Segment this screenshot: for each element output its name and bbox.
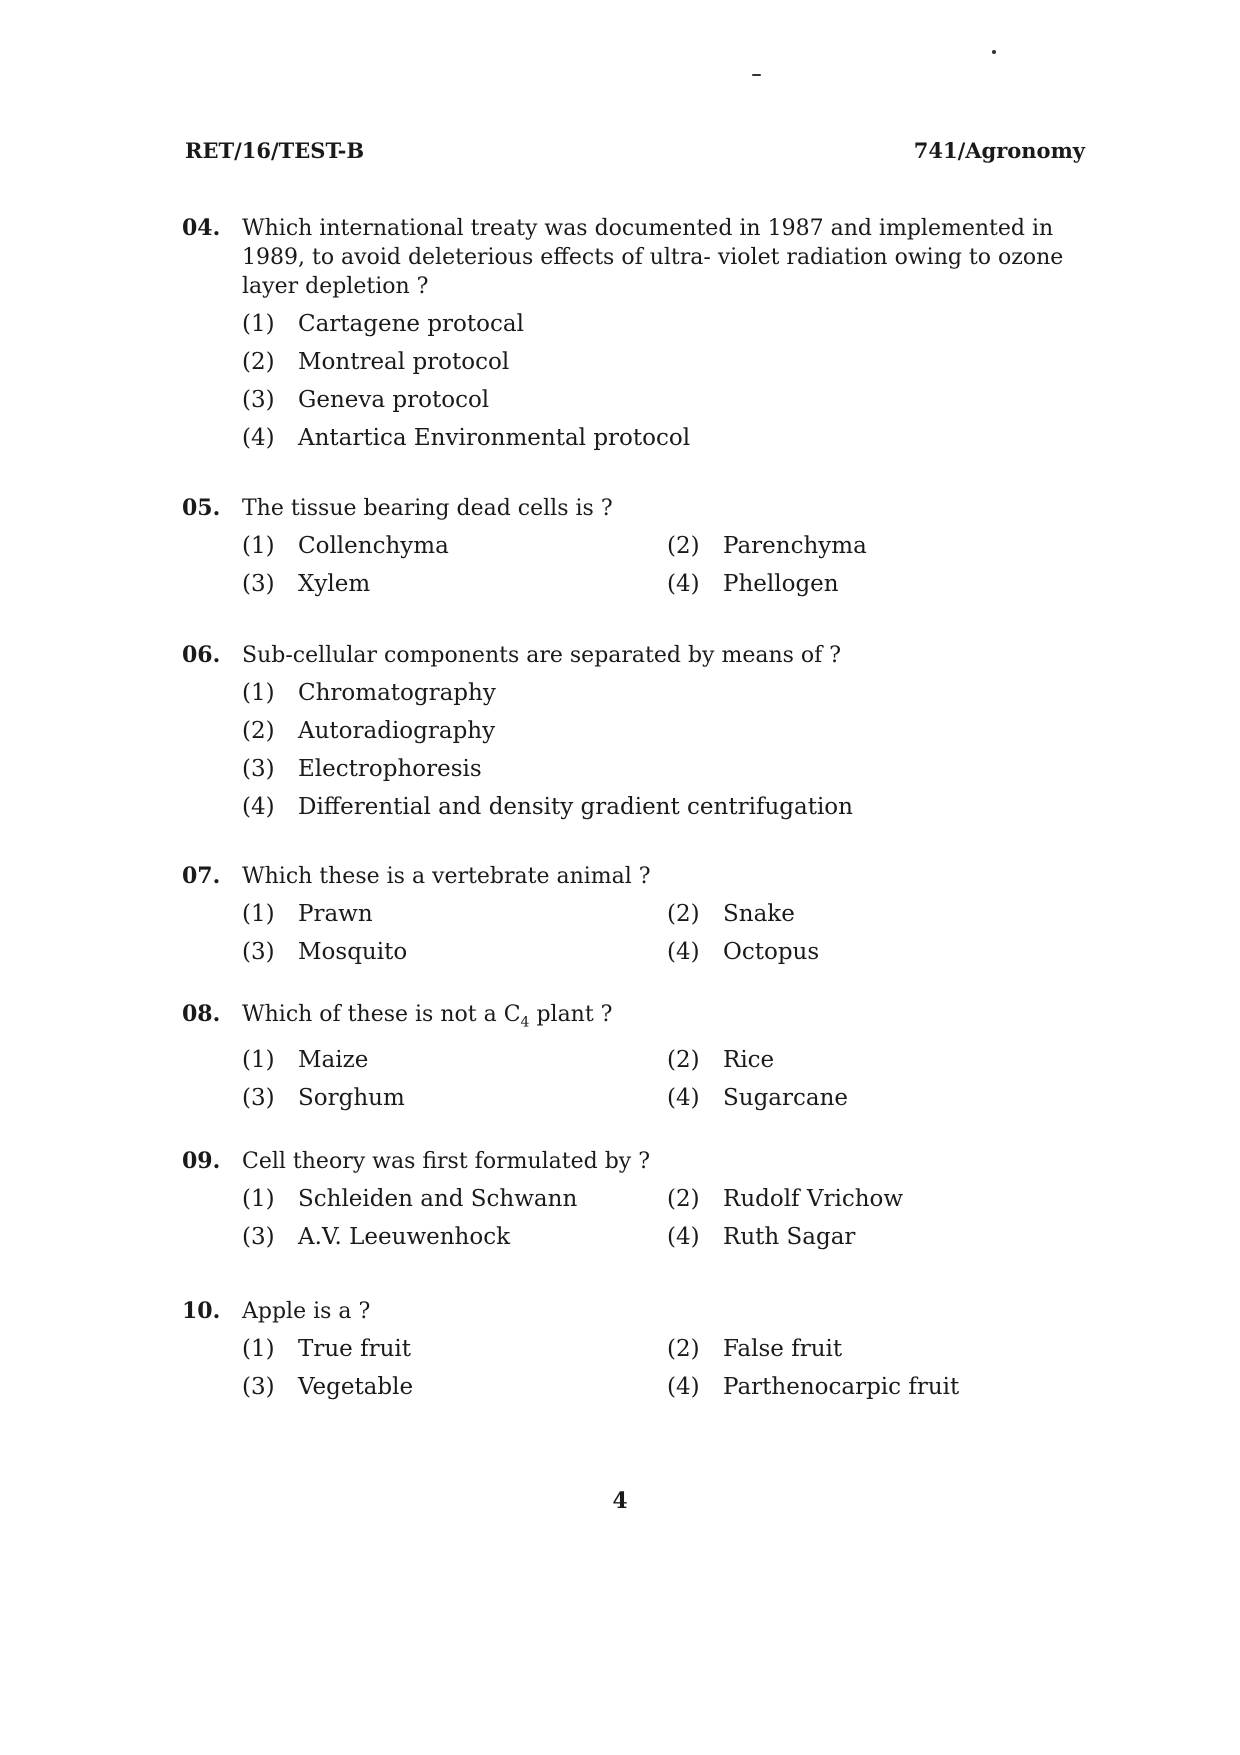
question-text: Which these is a vertebrate animal ? [242, 864, 651, 889]
option-label: Differential and density gradient centrifugation [298, 794, 853, 820]
option-label: Sugarcane [723, 1085, 849, 1112]
option-1[interactable] [242, 897, 667, 931]
option-4[interactable] [667, 567, 1092, 601]
options [242, 1332, 1082, 1404]
question-text-end: plant ? [529, 1002, 613, 1027]
page-header [185, 138, 1085, 168]
option-number: (3) [242, 756, 275, 782]
option-1[interactable] [242, 1043, 667, 1077]
option-number: (2) [667, 533, 700, 559]
option-number: (1) [242, 680, 275, 706]
question-text-start: Which of these is not a C [242, 1002, 521, 1027]
question-08 [182, 1000, 1082, 1119]
option-number: (1) [242, 311, 275, 337]
question-text: Sub-cellular components are separated by means of ? [242, 643, 842, 668]
option-number: (2) [242, 349, 275, 375]
option-2[interactable] [667, 1182, 1092, 1216]
option-number: (4) [667, 1224, 700, 1250]
option-label: Antartica Environmental protocol [298, 425, 691, 451]
question-text: The tissue bearing dead cells is ? [242, 496, 613, 521]
option-number: (1) [242, 1336, 275, 1362]
option-label: A.V. Leeuwenhock [298, 1224, 511, 1250]
scan-speck [752, 74, 761, 76]
option-1[interactable] [242, 1332, 667, 1366]
option-2[interactable] [242, 345, 667, 379]
option-4[interactable] [667, 935, 1092, 969]
option-number: (1) [242, 1047, 275, 1074]
option-label: Vegetable [298, 1374, 414, 1400]
option-3[interactable] [242, 935, 667, 969]
option-3[interactable] [242, 1220, 667, 1254]
option-3[interactable] [242, 567, 667, 601]
option-label: Ruth Sagar [723, 1224, 856, 1250]
options [242, 1043, 1082, 1115]
option-number: (2) [242, 718, 275, 744]
option-label: False fruit [723, 1336, 843, 1362]
option-number: (4) [242, 425, 275, 451]
option-label: Parthenocarpic fruit [723, 1374, 960, 1400]
options [242, 529, 1082, 601]
option-1[interactable] [242, 1182, 667, 1216]
question-07 [182, 862, 1082, 973]
option-2[interactable] [667, 897, 1092, 931]
option-number: (1) [242, 901, 275, 927]
test-code: RET/16/TEST-B [185, 138, 365, 163]
option-number: (4) [242, 794, 275, 820]
question-number: 08. [182, 1001, 221, 1027]
question-number: 05. [182, 495, 221, 521]
question-number: 10. [182, 1298, 221, 1324]
question-10 [182, 1297, 1082, 1408]
option-label: Cartagene protocal [298, 311, 524, 337]
option-label: Collenchyma [298, 533, 449, 559]
option-label: Autoradiography [298, 718, 496, 744]
option-number: (3) [242, 387, 275, 413]
option-number: (4) [667, 1374, 700, 1400]
question-09 [182, 1147, 1082, 1258]
option-label: Prawn [298, 901, 373, 927]
option-4[interactable] [242, 790, 853, 824]
option-number: (3) [242, 1085, 275, 1112]
option-4[interactable] [667, 1370, 1092, 1404]
option-number: (3) [242, 939, 275, 965]
option-label: Parenchyma [723, 533, 867, 559]
question-04 [182, 214, 1082, 459]
question-number: 04. [182, 215, 221, 241]
option-4[interactable] [667, 1081, 1092, 1115]
option-2[interactable] [667, 529, 1092, 563]
option-number: (3) [242, 1374, 275, 1400]
option-label: Geneva protocol [298, 387, 490, 413]
option-label: Schleiden and Schwann [298, 1186, 578, 1212]
option-label: Snake [723, 901, 795, 927]
option-4[interactable] [667, 1220, 1092, 1254]
option-label: Octopus [723, 939, 820, 965]
option-3[interactable] [242, 752, 667, 786]
options [242, 897, 1082, 969]
question-text [242, 1000, 1082, 1037]
option-number: (4) [667, 571, 700, 597]
option-1[interactable] [242, 307, 667, 341]
question-text: Which international treaty was documented in 1987 and implemented in 1989, to avoid deleterious effects of ultra- violet radiation owing to ozone layer depletion ? [242, 216, 1064, 299]
option-number: (2) [667, 1186, 700, 1212]
option-1[interactable] [242, 529, 667, 563]
option-3[interactable] [242, 1081, 667, 1115]
option-label: Phellogen [723, 571, 839, 597]
option-label: Rudolf Vrichow [723, 1186, 904, 1212]
options [242, 676, 1082, 824]
question-number: 09. [182, 1148, 221, 1174]
option-label: Sorghum [298, 1085, 405, 1112]
page-number: 4 [612, 1488, 628, 1514]
option-label: Electrophoresis [298, 756, 482, 782]
option-number: (2) [667, 901, 700, 927]
option-number: (1) [242, 533, 275, 559]
option-number: (2) [667, 1047, 700, 1074]
question-06 [182, 641, 1082, 828]
option-label: Maize [298, 1047, 369, 1074]
option-label: Xylem [298, 571, 371, 597]
question-05 [182, 494, 1082, 605]
option-label: Chromatography [298, 680, 496, 706]
option-3[interactable] [242, 383, 667, 417]
option-1[interactable] [242, 676, 667, 710]
option-number: (2) [667, 1336, 700, 1362]
options [242, 1182, 1082, 1254]
option-2[interactable] [667, 1332, 1092, 1366]
option-number: (4) [667, 939, 700, 965]
option-label: Montreal protocol [298, 349, 510, 375]
option-number: (1) [242, 1186, 275, 1212]
question-number: 06. [182, 642, 221, 668]
option-label: Rice [723, 1047, 775, 1074]
scan-speck [992, 50, 996, 54]
option-number: (3) [242, 1224, 275, 1250]
option-label: Mosquito [298, 939, 408, 965]
question-number: 07. [182, 863, 221, 889]
option-2[interactable] [667, 1043, 1092, 1077]
question-text: Cell theory was first formulated by ? [242, 1149, 650, 1174]
option-number: (4) [667, 1085, 700, 1112]
subscript-4: 4 [520, 1014, 530, 1031]
option-label: True fruit [298, 1336, 411, 1362]
subject-code: 741/Agronomy [913, 138, 1085, 163]
option-4[interactable] [242, 421, 691, 455]
option-number: (3) [242, 571, 275, 597]
option-3[interactable] [242, 1370, 667, 1404]
options [242, 307, 1082, 455]
option-2[interactable] [242, 714, 667, 748]
question-text: Apple is a ? [242, 1299, 371, 1324]
